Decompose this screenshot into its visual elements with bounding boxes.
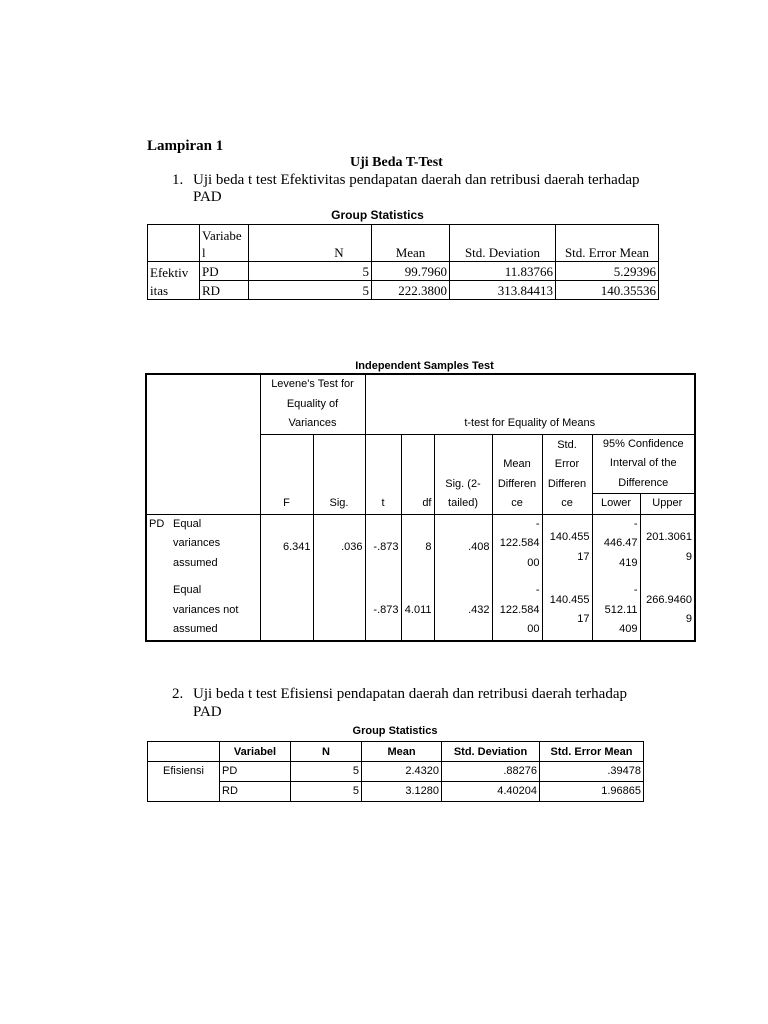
cell-t: -.873: [365, 514, 401, 581]
sig2-line: Sig. (2-: [445, 477, 481, 490]
md-value-line: 122.584: [499, 537, 540, 549]
row-variable: PD: [220, 762, 291, 782]
row-label: [171, 514, 260, 581]
se-value-line: 17: [577, 550, 590, 563]
table-header-corner: [146, 374, 260, 514]
cell-mean-difference: [492, 581, 542, 641]
ci-line: Interval of the: [609, 457, 677, 469]
row-variable: PD: [200, 262, 249, 281]
row-mean: 2.4320: [362, 762, 442, 782]
table-header-row: [148, 225, 659, 262]
table-header-cell: [148, 742, 220, 762]
header-confidence-interval: [592, 434, 695, 494]
levene-line: Levene's Test for: [271, 378, 354, 390]
table-row: [148, 281, 659, 300]
header-ttest: t-test for Equality of Means: [365, 374, 695, 434]
row-label-line: variances: [173, 537, 221, 549]
table-header-cell: [200, 225, 249, 262]
lower-value-line: -: [633, 517, 638, 530]
row-std-error-mean: 140.35536: [556, 281, 659, 300]
table-row: [148, 762, 644, 782]
lower-value-line: 409: [619, 623, 638, 635]
ci-line: 95% Confidence: [602, 437, 684, 450]
row-std-deviation: 4.40204: [442, 782, 540, 802]
cell-lower: [592, 581, 640, 641]
independent-samples-table: [145, 373, 696, 642]
levene-line: Variances: [288, 417, 337, 429]
item-2-text-line1: Uji beda t test Efisiensi pendapatan daerah dan retribusi daerah terhadap: [193, 686, 627, 702]
md-line: Differen: [497, 477, 537, 490]
upper-value-line: 9: [685, 613, 692, 626]
md-line: Mean: [503, 458, 531, 470]
cell-df: 4.011: [401, 581, 434, 641]
row-n: 5: [291, 782, 362, 802]
upper-value-line: 201.3061: [646, 531, 692, 544]
row-group-label: PD: [146, 514, 171, 641]
group-label: Efisiensi: [148, 762, 220, 802]
md-line: ce: [511, 497, 523, 509]
header-variabel-b: l: [202, 245, 206, 260]
header-std-deviation: Std. Deviation: [450, 225, 556, 262]
group-label-a: Efektiv: [148, 262, 200, 281]
sig2-line: tailed): [448, 497, 478, 509]
lower-value-line: 419: [619, 556, 638, 569]
lower-value-line: 446.47: [603, 537, 638, 549]
row-std-error-mean: 5.29396: [556, 262, 659, 281]
row-std-error-mean: .39478: [540, 762, 644, 782]
header-variabel-a: Variabe: [202, 228, 242, 243]
lower-value-line: -: [633, 584, 638, 596]
independent-samples-title: Independent Samples Test: [355, 360, 494, 372]
group-stats-1-table: [147, 224, 659, 300]
row-label: [171, 581, 260, 641]
col-t: t: [365, 434, 401, 514]
col-df: df: [401, 434, 434, 514]
col-upper: Upper: [640, 494, 695, 515]
row-n: 5: [249, 281, 372, 300]
table-header-row: [148, 742, 644, 762]
md-value-line: 00: [527, 556, 540, 569]
row-label-line: variances not: [173, 603, 239, 616]
cell-sig-2-tailed: .432: [434, 581, 492, 641]
se-value-line: 17: [577, 613, 590, 626]
table-header-row: [146, 374, 695, 434]
row-n: 5: [249, 262, 372, 281]
col-mean-difference: [492, 434, 542, 514]
row-variable: RD: [220, 782, 291, 802]
cell-upper: [640, 514, 695, 581]
row-variable: RD: [200, 281, 249, 300]
item-1-number: 1.: [172, 172, 184, 188]
se-line: ce: [561, 497, 573, 509]
header-mean: Mean: [362, 742, 442, 762]
row-label-line: Equal: [173, 584, 202, 596]
header-mean: Mean: [372, 225, 450, 262]
se-line: Error: [554, 458, 580, 470]
md-value-line: 122.584: [499, 603, 540, 616]
header-std-error-mean: Std. Error Mean: [540, 742, 644, 762]
row-label-line: assumed: [173, 623, 218, 635]
col-lower: Lower: [592, 494, 640, 515]
upper-value-line: 9: [685, 550, 692, 563]
row-std-deviation: 11.83766: [450, 262, 556, 281]
col-sig-2-tailed: [434, 434, 492, 514]
page-heading: Lampiran 1: [147, 138, 224, 154]
ci-line: Difference: [618, 476, 669, 489]
cell-f: 6.341: [260, 514, 313, 581]
item-1-text-line1: Uji beda t test Efektivitas pendapatan daerah dan retribusi daerah terhadap: [193, 172, 640, 188]
md-value-line: -: [535, 517, 540, 530]
header-n: N: [291, 742, 362, 762]
cell-sig: .036: [313, 514, 365, 581]
page-subtitle: Uji Beda T-Test: [350, 155, 443, 170]
header-n: N: [249, 225, 372, 262]
table-row: [148, 782, 644, 802]
header-std-error-mean: Std. Error Mean: [556, 225, 659, 262]
row-std-error-mean: 1.96865: [540, 782, 644, 802]
md-value-line: -: [535, 584, 540, 596]
item-2-number: 2.: [172, 686, 184, 702]
group-stats-2-title: Group Statistics: [352, 725, 438, 737]
row-std-deviation: .88276: [442, 762, 540, 782]
item-2-text-line2: PAD: [193, 704, 222, 720]
cell-std-error-difference: [542, 514, 592, 581]
group-stats-1-title: Group Statistics: [331, 208, 424, 222]
row-label-line: assumed: [173, 556, 218, 569]
col-f: F: [260, 434, 313, 514]
upper-value-line: 266.9460: [646, 593, 692, 606]
row-mean: 222.3800: [372, 281, 450, 300]
row-n: 5: [291, 762, 362, 782]
md-value-line: 00: [527, 623, 540, 635]
cell-lower: [592, 514, 640, 581]
group-label-b: itas: [148, 281, 200, 300]
se-value-line: 140.455: [549, 593, 590, 606]
table-row: [146, 581, 695, 641]
se-value-line: 140.455: [549, 531, 590, 544]
header-levene: [260, 374, 365, 434]
se-line: Differen: [547, 477, 587, 490]
header-variabel: Variabel: [220, 742, 291, 762]
cell-upper: [640, 581, 695, 641]
cell-f: [260, 581, 313, 641]
header-std-deviation: Std. Deviation: [442, 742, 540, 762]
row-mean: 99.7960: [372, 262, 450, 281]
lower-value-line: 512.11: [604, 603, 638, 616]
group-stats-2-table: [147, 741, 644, 802]
cell-mean-difference: [492, 514, 542, 581]
item-1-text-line2: PAD: [193, 189, 222, 205]
row-label-line: Equal: [173, 517, 202, 530]
table-header-cell: [148, 225, 200, 262]
col-std-error-difference: [542, 434, 592, 514]
cell-df: 8: [401, 514, 434, 581]
cell-t: -.873: [365, 581, 401, 641]
cell-std-error-difference: [542, 581, 592, 641]
levene-line: Equality of: [286, 397, 339, 410]
col-sig: Sig.: [313, 434, 365, 514]
cell-sig-2-tailed: .408: [434, 514, 492, 581]
row-mean: 3.1280: [362, 782, 442, 802]
cell-sig: [313, 581, 365, 641]
table-row: [146, 514, 695, 581]
table-row: [148, 262, 659, 281]
row-std-deviation: 313.84413: [450, 281, 556, 300]
se-line: Std.: [557, 438, 577, 451]
